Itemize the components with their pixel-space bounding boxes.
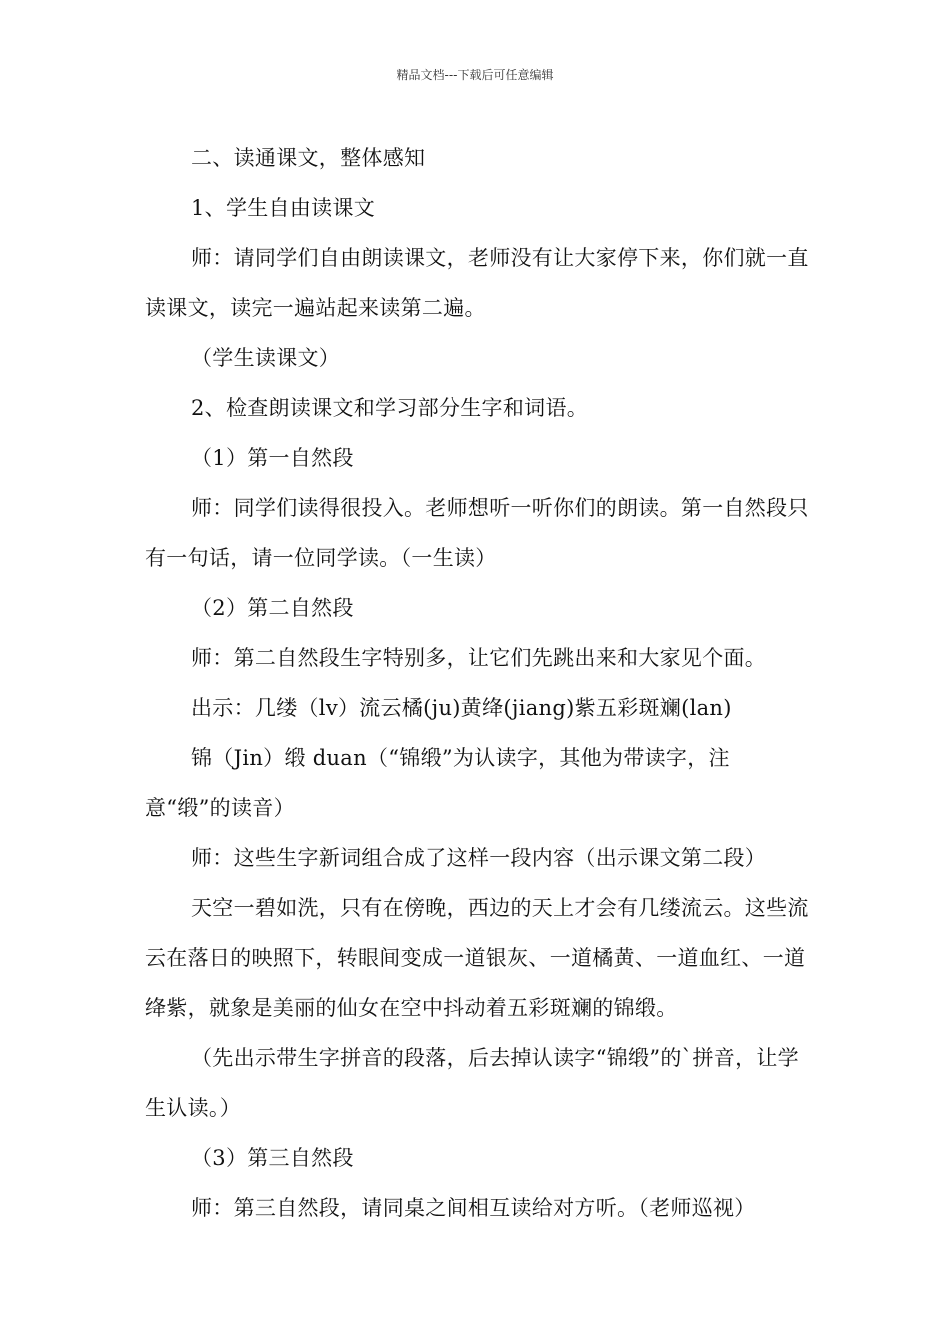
page-header: 精品文档---下载后可任意编辑 xyxy=(396,68,554,82)
section-heading-2: 二、读通课文，整体感知 xyxy=(191,146,426,170)
vocabulary-display: 出示：几缕（lv）流云橘(ju)黄绛(jiang)紫五彩斑斓(lan) xyxy=(191,696,732,720)
teacher-instruction: 师：同学们读得很投入。老师想听一听你们的朗读。第一自然段只有一句话，请一位同学读。（一生读） xyxy=(145,496,809,570)
text-excerpt: 天空一碧如洗，只有在傍晚，西边的天上才会有几缕流云。这些流云在落日的映照下，转眼间变成一道银灰、一道橘黄、一道血红、一道绛紫，就象是美丽的仙女在空中抖动着五彩斑斓的锦缎。 xyxy=(145,896,809,1020)
teacher-instruction: 师：这些生字新词组合成了这样一段内容（出示课文第二段） xyxy=(191,846,767,870)
paragraph-heading-2: （2）第二自然段 xyxy=(191,596,354,620)
document-body xyxy=(145,133,810,1233)
student-action: （学生读课文） xyxy=(191,346,341,370)
vocabulary-note: 锦（Jin）缎 duan（“锦缎”为认读字，其他为带读字，注意“缎”的读音） xyxy=(145,746,730,820)
step-heading-2: 2、检查朗读课文和学习部分生字和词语。 xyxy=(191,396,589,420)
paragraph-heading-1: （1）第一自然段 xyxy=(191,446,354,470)
teacher-instruction: 师：第二自然段生字特别多，让它们先跳出来和大家见个面。 xyxy=(191,646,767,670)
teacher-instruction: 师：第三自然段，请同桌之间相互读给对方听。（老师巡视） xyxy=(191,1196,756,1220)
step-heading-1: 1、学生自由读课文 xyxy=(191,196,376,220)
teaching-note: （先出示带生字拼音的段落，后去掉认读字“锦缎”的`拼音，让学生认读。） xyxy=(145,1046,799,1120)
teacher-instruction: 师：请同学们自由朗读课文，老师没有让大家停下来，你们就一直读课文，读完一遍站起来读第二遍。 xyxy=(145,246,809,320)
paragraph-heading-3: （3）第三自然段 xyxy=(191,1146,354,1170)
